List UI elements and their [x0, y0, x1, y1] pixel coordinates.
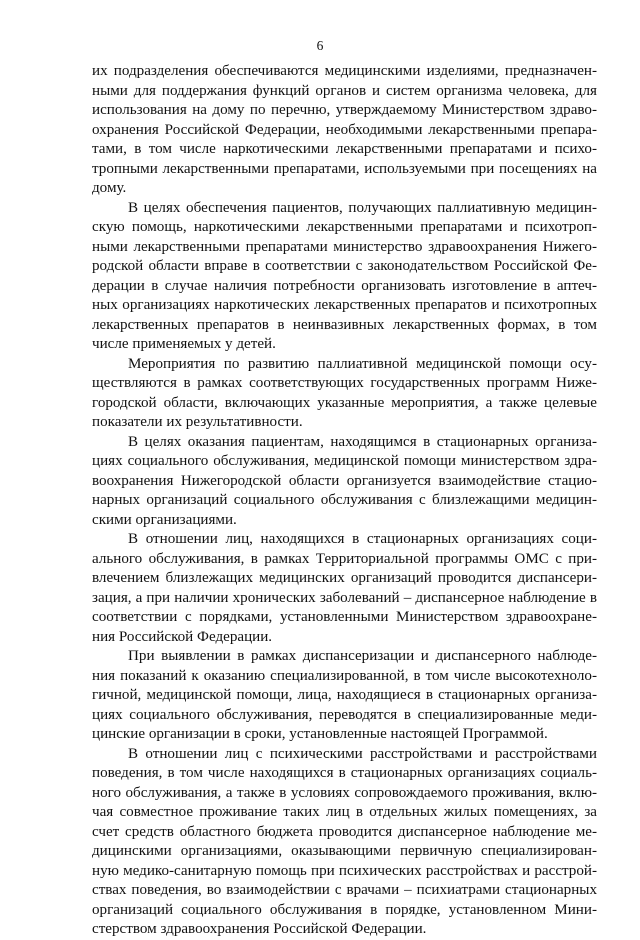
text-line: числе применяемых у детей. — [92, 336, 276, 352]
text-line: тропными лекарственными препаратами, используемыми при посещениях на — [92, 160, 597, 177]
text-line: циях социального обслуживания, медицинской помощи министерством здра- — [92, 453, 597, 469]
text-line: использования на дому по перечню, утверждаемому Министерством здраво- — [92, 102, 597, 118]
text-line: скими организациями. — [92, 511, 237, 528]
text-line: лекарственных препаратов в неинвазивных лекарственных формах, в том — [92, 316, 597, 333]
text-line: чая совместное проживание таких лиц в отдельных жилых помещениях, за — [92, 804, 597, 820]
text-line: При выявлении в рамках диспансеризации и диспансерного наблюде- — [128, 648, 597, 664]
text-line: ствах поведения, во взаимодействии с врачами – психиатрами стационарных — [92, 882, 597, 898]
paragraph — [92, 530, 597, 647]
text-line: дицинскими организациями, оказывающими первичную специализирован- — [92, 843, 597, 859]
document-body — [92, 62, 597, 940]
text-line: влечением близлежащих медицинских организаций проводится диспансери- — [92, 570, 597, 586]
text-line: цинские организации в сроки, установленные настоящей Программой. — [92, 726, 548, 742]
paragraph — [92, 647, 597, 745]
text-line: В отношении лиц, находящихся в стационарных организациях соци- — [128, 531, 597, 547]
text-line: ную медико-санитарную помощь при психических расстройствах и расстрой- — [92, 862, 597, 879]
text-line: гичной, медицинской помощи, лица, находящиеся в стационарных организа- — [92, 687, 597, 703]
paragraph — [92, 199, 597, 355]
text-line: стерством здравоохранения Российской Федерации. — [92, 921, 427, 937]
text-line: их подразделения обеспечиваются медицинскими изделиями, предназначен- — [92, 63, 597, 79]
text-line: Мероприятия по развитию паллиативной медицинской помощи осу- — [128, 355, 597, 372]
text-line: организаций социального обслуживания в порядке, установленном Мини- — [92, 901, 597, 918]
paragraph — [92, 355, 597, 433]
text-line: воохранения Нижегородской области организуется взаимодействие стацио- — [92, 472, 597, 489]
text-line: охранения Российской Федерации, необходимыми лекарственными препара- — [92, 121, 597, 138]
text-line: городской области, включающих указанные мероприятия, а также целевые — [92, 394, 597, 411]
text-line: родской области вправе в соответствии с законодательством Российской Фе- — [92, 258, 597, 274]
text-line: В целях оказания пациентам, находящимся в стационарных организа- — [128, 433, 597, 450]
text-line: ными для поддержания функций органов и систем организма человека, для — [92, 82, 597, 99]
text-line: В отношении лиц с психическими расстройствами и расстройствами — [128, 745, 597, 762]
text-line: поведения, в том числе находящихся в стационарных организациях социаль- — [92, 765, 597, 781]
text-line: соответствии с порядками, установленными Министерством здравоохране- — [92, 609, 597, 625]
text-line: ными лекарственными препаратами министерство здравоохранения Нижего- — [92, 238, 597, 255]
text-line: ния Российской Федерации. — [92, 628, 273, 645]
text-line: В целях обеспечения пациентов, получающих паллиативную медицин- — [128, 199, 597, 216]
text-line: циях социального обслуживания, переводятся в специализированные меди- — [92, 706, 597, 723]
paragraph — [92, 62, 597, 199]
text-line: ществляются в рамках соответствующих государственных программ Ниже- — [92, 375, 597, 391]
text-line: зация, а при наличии хронических заболеваний – диспансерное наблюдение в — [92, 589, 597, 606]
text-line: ных организациях наркотических лекарственных препаратов и психотропных — [92, 297, 597, 313]
text-line: показатели их результативности. — [92, 414, 303, 430]
text-line: ального обслуживания, в рамках Территориальной программы ОМС с при- — [92, 550, 597, 567]
page-number: 6 — [316, 38, 324, 53]
text-line: дерации в случае наличия потребности организовать изготовление в аптеч- — [92, 277, 597, 294]
paragraph — [92, 745, 597, 940]
text-line: тами, в том числе наркотическими лекарственными препаратами и психо- — [92, 141, 597, 157]
paragraph — [92, 433, 597, 531]
text-line: счет средств областного бюджета проводится диспансерное наблюдение ме- — [92, 823, 597, 840]
text-line: дому. — [92, 180, 127, 196]
text-line: нарных организаций социального обслуживания с близлежащими медицин- — [92, 492, 597, 508]
text-line: скую помощь, наркотическими лекарственными препаратами и психотроп- — [92, 219, 597, 235]
text-line: ного обслуживания, а также в условиях сопровождаемого проживания, вклю- — [92, 784, 597, 801]
text-line: ния показаний к оказанию специализированной, в том числе высокотехноло- — [92, 667, 597, 684]
